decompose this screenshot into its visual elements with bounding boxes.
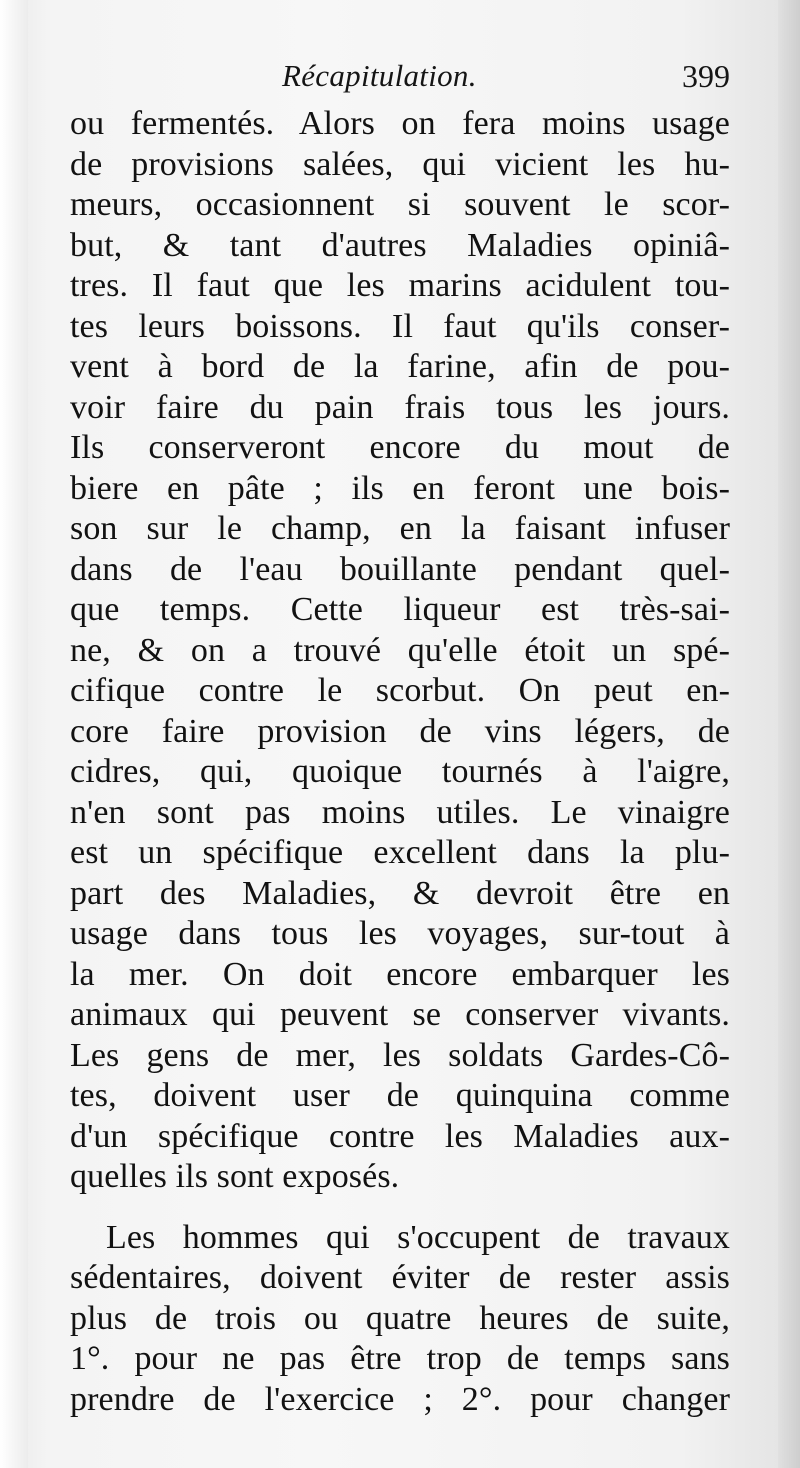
text-line: dans de l'eau bouillante pendant quel- bbox=[70, 550, 730, 588]
text-line: n'en sont pas moins utiles. Le vinaigre bbox=[70, 793, 730, 831]
text-line: 1°. pour ne pas être trop de temps sans bbox=[70, 1340, 730, 1377]
text-line: meurs, occasionnent si souvent le scor- bbox=[70, 186, 730, 223]
text-line: tes, doivent user de quinquina comme bbox=[70, 1077, 730, 1114]
text-line: prendre de l'exercice ; 2°. pour changer bbox=[70, 1380, 730, 1418]
text-line: Les hommes qui s'occupent de travaux bbox=[106, 1218, 730, 1256]
text-line: que temps. Cette liqueur est très-sai- bbox=[70, 591, 730, 628]
page-gutter-shadow bbox=[0, 0, 28, 1468]
text-line: ou fermentés. Alors on fera moins usage bbox=[70, 105, 730, 142]
text-line: part des Maladies, & devroit être en bbox=[70, 874, 730, 912]
paragraph bbox=[70, 104, 730, 1198]
text-line: tes leurs boissons. Il faut qu'ils conser- bbox=[70, 307, 730, 345]
text-line: Ils conserveront encore du mout de bbox=[70, 429, 730, 466]
page-edge-shadow bbox=[778, 0, 800, 1468]
text-line: usage dans tous les voyages, sur-tout à bbox=[70, 915, 730, 952]
text-line: core faire provision de vins légers, de bbox=[70, 712, 730, 750]
body-text bbox=[70, 104, 730, 1420]
paragraph bbox=[70, 1218, 730, 1421]
text-line: de provisions salées, qui vicient les hu- bbox=[70, 145, 730, 183]
text-line: est un spécifique excellent dans la plu- bbox=[70, 834, 730, 871]
text-line: but, & tant d'autres Maladies opiniâ- bbox=[70, 226, 730, 264]
text-line: cifique contre le scorbut. On peut en- bbox=[70, 672, 730, 709]
text-line: la mer. On doit encore embarquer les bbox=[70, 955, 730, 993]
text-line: cidres, qui, quoique tournés à l'aigre, bbox=[70, 753, 730, 790]
text-line: Les gens de mer, les soldats Gardes-Cô- bbox=[70, 1036, 730, 1074]
text-line: voir faire du pain frais tous les jours. bbox=[70, 388, 730, 426]
text-line: tres. Il faut que les marins acidulent tou- bbox=[70, 267, 730, 304]
text-line: biere en pâte ; ils en feront une bois- bbox=[70, 469, 730, 507]
text-line: d'un spécifique contre les Maladies aux- bbox=[70, 1117, 730, 1155]
page-number: 399 bbox=[682, 58, 730, 94]
text-line: ne, & on a trouvé qu'elle étoit un spé- bbox=[70, 631, 730, 669]
text-line: plus de trois ou quatre heures de suite, bbox=[70, 1299, 730, 1337]
running-head: Récapitulation. bbox=[282, 58, 477, 93]
text-line: quelles ils sont exposés. bbox=[70, 1158, 400, 1195]
text-line: sédentaires, doivent éviter de rester assis bbox=[70, 1259, 730, 1296]
page-header bbox=[70, 58, 730, 106]
text-line: animaux qui peuvent se conserver vivants. bbox=[70, 996, 730, 1033]
text-line: vent à bord de la farine, afin de pou- bbox=[70, 348, 730, 385]
text-line: son sur le champ, en la faisant infuser bbox=[70, 510, 730, 547]
paragraph-spacer bbox=[70, 1198, 730, 1218]
